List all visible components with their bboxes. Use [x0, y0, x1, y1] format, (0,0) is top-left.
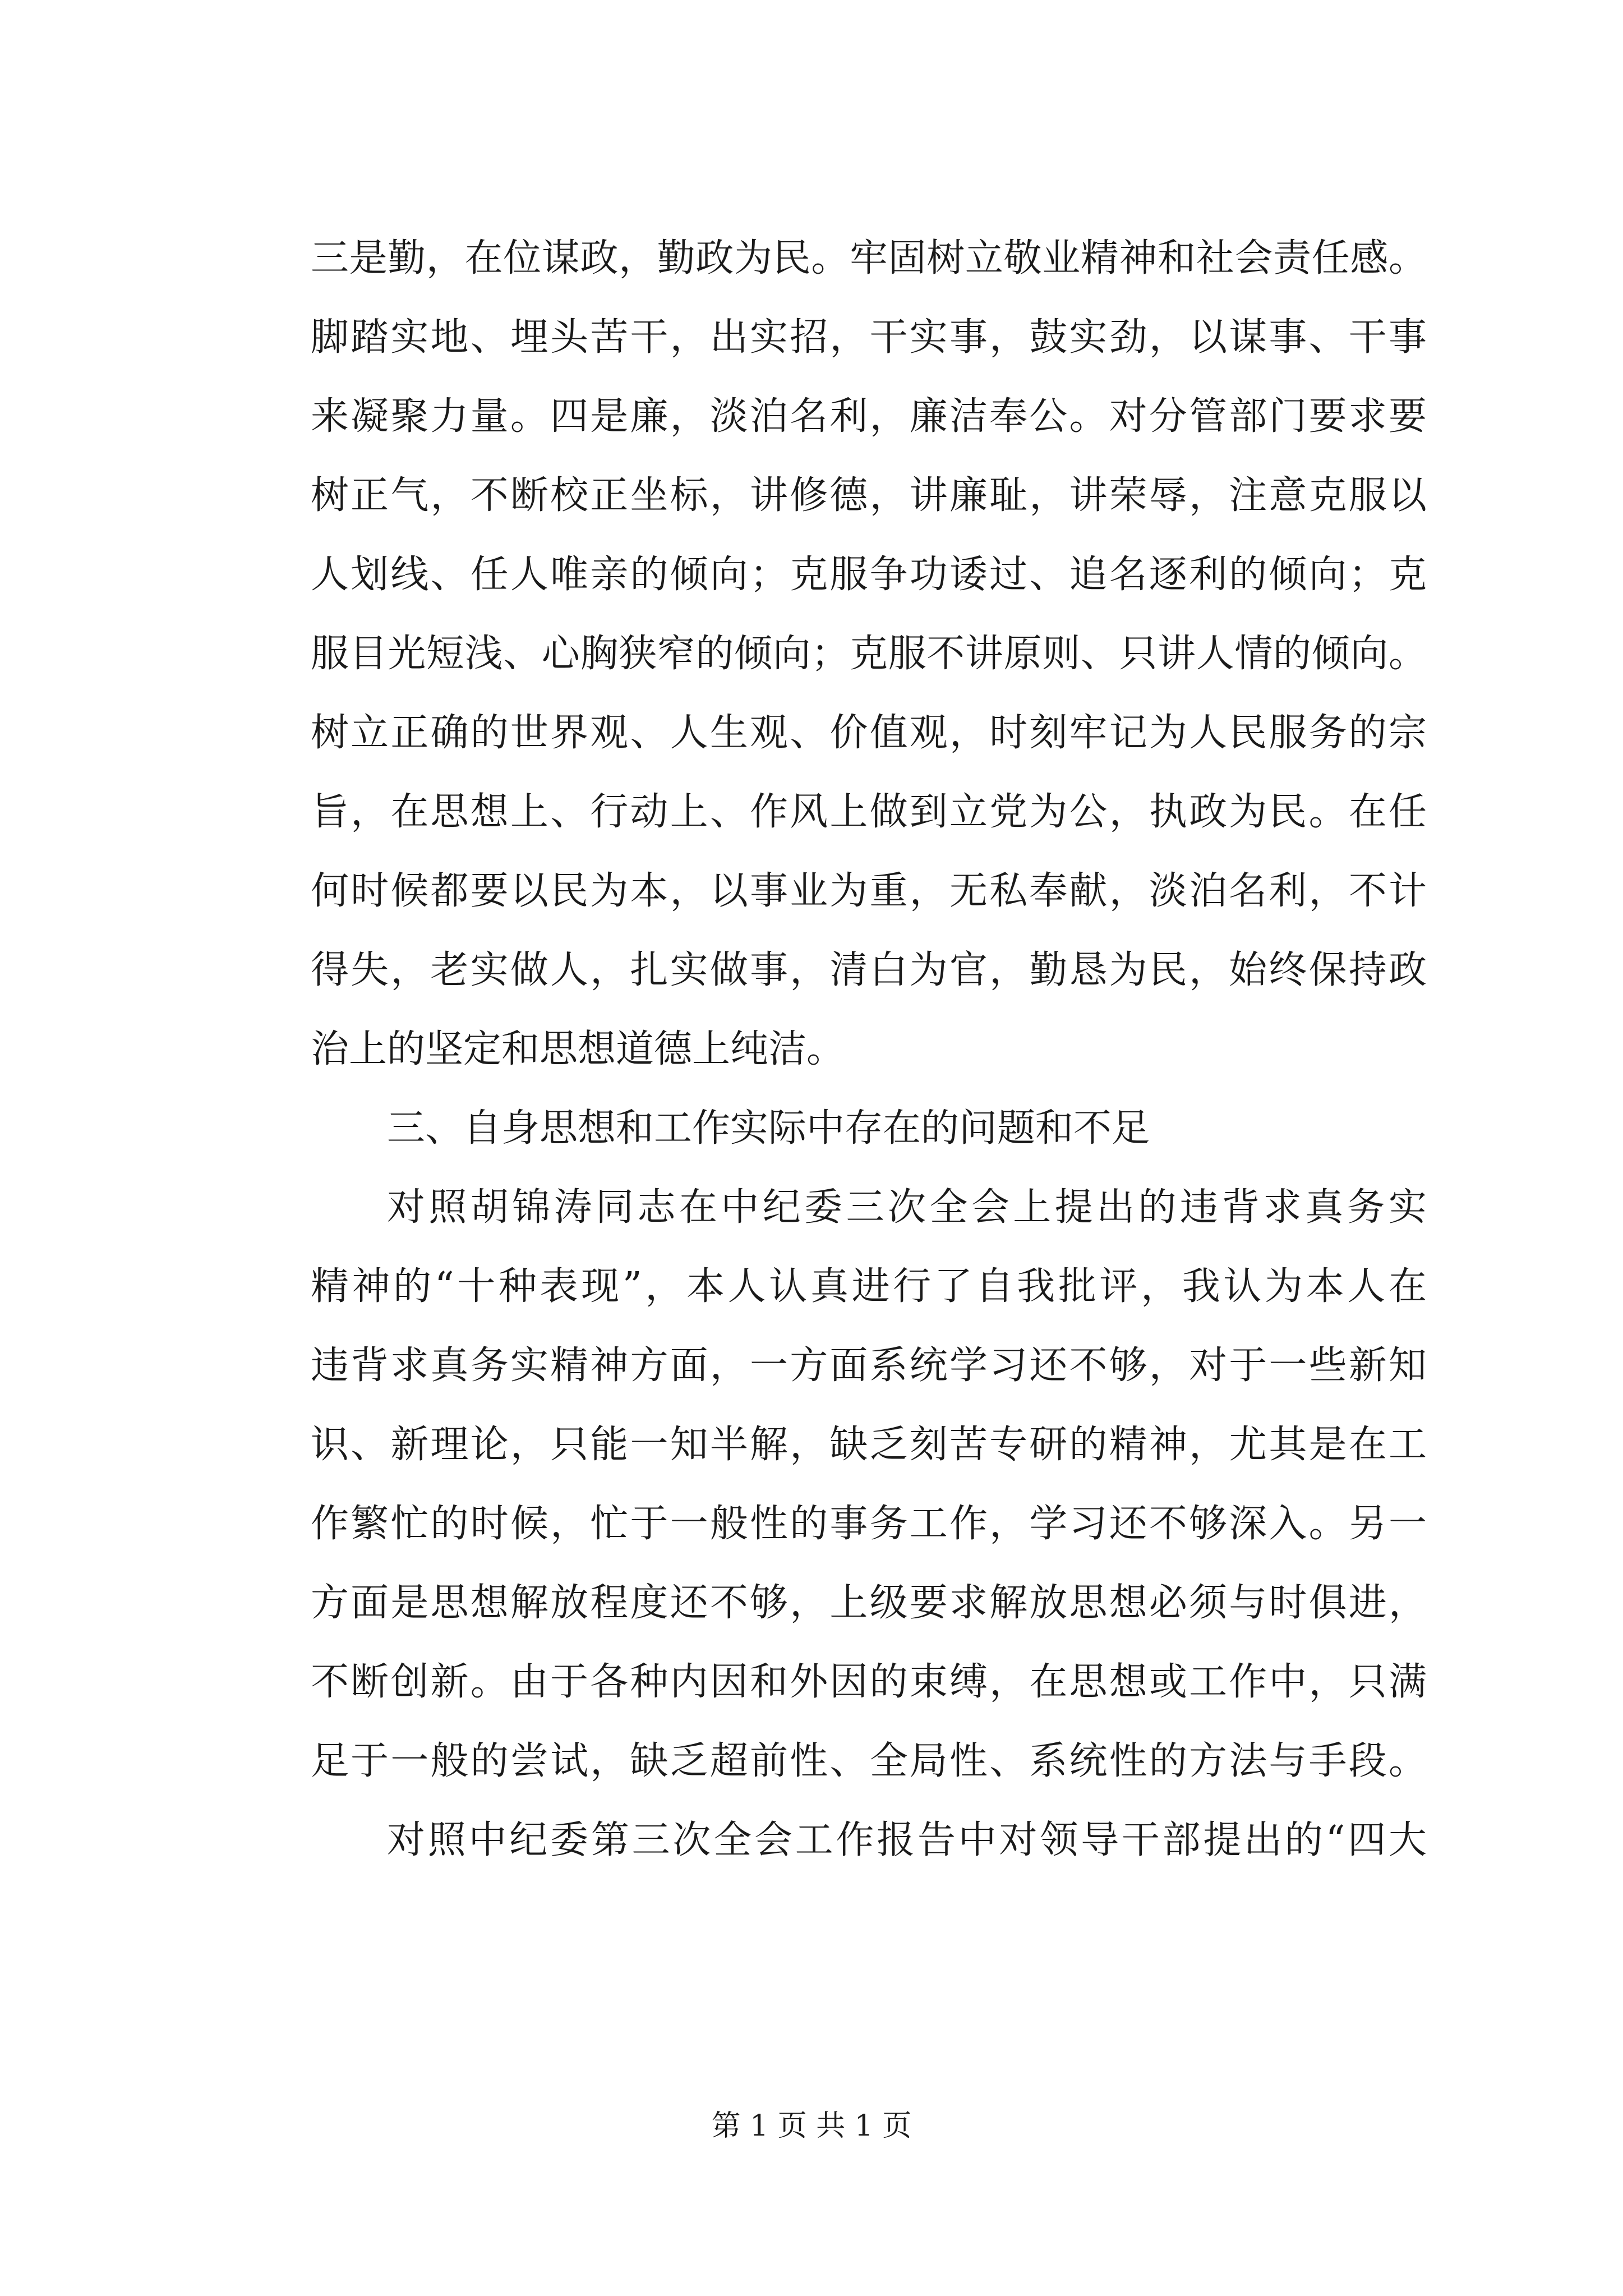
text-line: 违背求真务实精神方面，一方面系统学习还不够，对于一些新知	[311, 1343, 1427, 1388]
text-line: 精神的“十种表现”，本人认真进行了自我批评，我认为本人在	[311, 1264, 1427, 1309]
text-line: 三是勤，在位谋政，勤政为民。牢固树立敬业精神和社会责任感。	[311, 236, 1427, 280]
text-line: 旨，在思想上、行动上、作风上做到立党为公，执政为民。在任	[311, 790, 1427, 834]
text-line: 识、新理论，只能一知半解，缺乏刻苦专研的精神，尤其是在工	[311, 1423, 1427, 1467]
text-line: 不断创新。由于各种内因和外因的束缚，在思想或工作中，只满	[311, 1660, 1427, 1704]
text-line: 对照胡锦涛同志在中纪委三次全会上提出的违背求真务实	[387, 1185, 1427, 1230]
text-line: 脚踏实地、埋头苦干，出实招，干实事，鼓实劲，以谋事、干事	[311, 315, 1427, 360]
text-line: 人划线、任人唯亲的倾向；克服争功诿过、追名逐利的倾向；克	[311, 553, 1427, 597]
text-line: 树立正确的世界观、人生观、价值观，时刻牢记为人民服务的宗	[311, 711, 1427, 755]
text-line: 来凝聚力量。四是廉，淡泊名利，廉洁奉公。对分管部门要求要	[311, 394, 1427, 439]
text-line: 树正气，不断校正坐标，讲修德，讲廉耻，讲荣辱，注意克服以	[311, 473, 1427, 518]
text-line: 方面是思想解放程度还不够，上级要求解放思想必须与时俱进，	[311, 1581, 1427, 1625]
text-line: 得失，老实做人，扎实做事，清白为官，勤恳为民，始终保持政	[311, 948, 1427, 992]
text-line: 治上的坚定和思想道德上纯洁。	[311, 1027, 845, 1071]
text-line: 作繁忙的时候，忙于一般性的事务工作，学习还不够深入。另一	[311, 1502, 1427, 1546]
text-line: 足于一般的尝试，缺乏超前性、全局性、系统性的方法与手段。	[311, 1739, 1427, 1783]
text-line: 服目光短浅、心胸狭窄的倾向；克服不讲原则、只讲人情的倾向。	[311, 632, 1427, 676]
document-body	[311, 219, 1427, 1880]
section-heading: 三、自身思想和工作实际中存在的问题和不足	[387, 1106, 1150, 1151]
text-line: 对照中纪委第三次全会工作报告中对领导干部提出的“四大	[387, 1818, 1427, 1862]
page-footer: 第 1 页 共 1 页	[711, 2109, 912, 2143]
text-line: 何时候都要以民为本，以事业为重，无私奉献，淡泊名利，不计	[311, 869, 1427, 913]
